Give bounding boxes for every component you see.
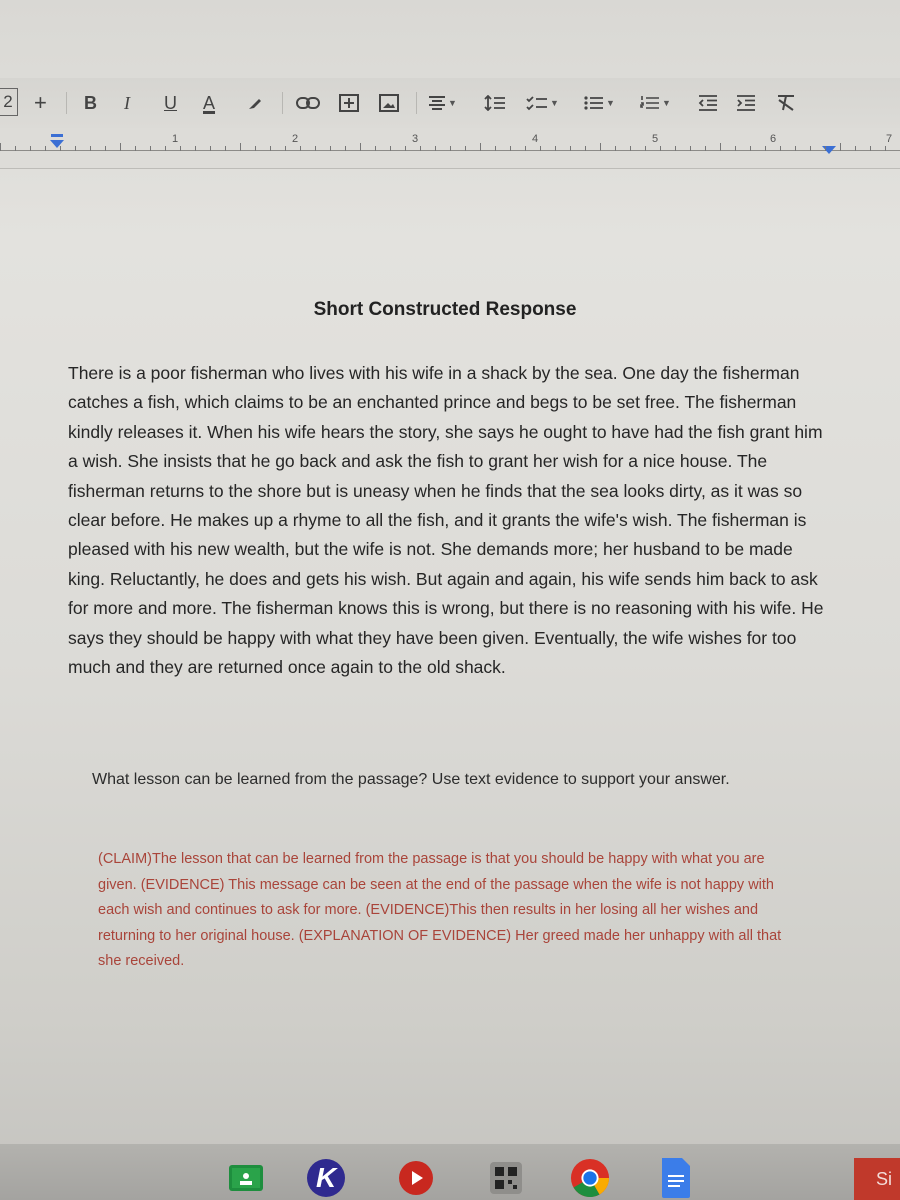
ruler-tick [660,146,661,151]
ruler-tick [540,146,541,151]
ruler-tick [60,146,61,151]
youtube-app[interactable] [396,1158,436,1198]
ruler-tick [135,146,136,151]
font-size-field[interactable]: 2 [0,88,18,116]
numbered-list-button[interactable]: ▼ [640,91,671,115]
chrome-icon [570,1157,610,1199]
ruler-tick [750,146,751,151]
checklist-icon [526,95,548,111]
ruler-tick [555,146,556,151]
youtube-icon [398,1160,434,1196]
qr-scanner-app[interactable] [486,1158,526,1198]
ruler-tick [210,146,211,151]
ruler-tick [600,143,601,151]
ruler-number: 2 [292,133,299,145]
ruler-tick [150,146,151,151]
ruler-tick [720,143,721,151]
ruler-tick [0,143,1,151]
ruler-tick [360,143,361,151]
insert-comment-icon [338,93,360,113]
document-title: Short Constructed Response [313,299,577,320]
ruler-tick [870,146,871,151]
kahoot-letter: K [316,1162,337,1193]
ruler-tick [840,143,841,151]
increase-font-size-button[interactable]: + [34,90,47,115]
highlight-color-button[interactable] [246,91,264,115]
horizontal-ruler[interactable] [0,128,900,169]
checklist-button[interactable]: ▼ [526,91,559,115]
ruler-tick [15,146,16,151]
ruler-tick [180,146,181,151]
chrome-app[interactable] [570,1158,610,1198]
formatting-toolbar [0,78,900,128]
google-classroom-icon [228,1163,264,1193]
insert-image-button[interactable] [378,91,400,115]
ruler-tick [855,146,856,151]
first-line-indent-marker[interactable] [51,134,63,137]
line-spacing-icon [484,95,506,111]
ruler-number: 4 [532,133,539,145]
ruler-tick [285,146,286,151]
text-color-button[interactable]: A [203,92,216,113]
ruler-tick [90,146,91,151]
sign-in-button[interactable]: Si [854,1158,900,1200]
link-icon [296,96,320,110]
insert-image-icon [378,93,400,113]
ruler-number: 5 [652,133,659,145]
google-classroom-app[interactable] [226,1158,266,1198]
ruler-tick [225,146,226,151]
ruler-tick [75,146,76,151]
numbered-list-icon [640,95,660,111]
ruler-tick [45,146,46,151]
ruler-tick [195,146,196,151]
italic-button[interactable]: I [124,92,130,113]
ruler-tick [435,146,436,151]
question-paragraph: What lesson can be learned from the passage? Use text evidence to support your answer. [92,771,730,788]
ruler-tick [525,146,526,151]
ruler-number: 6 [770,133,777,145]
increase-indent-icon [736,95,756,111]
ruler-tick [690,146,691,151]
ruler-number: 7 [886,133,893,145]
ruler-tick [450,146,451,151]
ruler-tick [615,146,616,151]
ruler-tick [255,146,256,151]
ruler-tick [165,146,166,151]
ruler-tick [375,146,376,151]
ruler-tick [885,146,886,151]
ruler-tick [510,146,511,151]
ruler-tick [570,146,571,151]
student-answer-paragraph: (CLAIM)The lesson that can be learned from the passage is that you should be happy with what you are given. (EVIDENCE) This message can be seen at the end of the passage when the wife is not happy with each wish and continues to ask for more. (EVIDENCE)This then results in her losing all her wishes and returning to her original house. (EXPLANATION OF EVIDENCE) Her greed made her unhappy with all that she received. [98,851,782,969]
ruler-tick [405,146,406,151]
ruler-tick [315,146,316,151]
ruler-tick [30,146,31,151]
qr-code-icon [490,1162,522,1194]
ruler-tick [330,146,331,151]
ruler-tick [645,146,646,151]
ruler-tick [630,146,631,151]
google-docs-icon [660,1158,692,1198]
ruler-tick [795,146,796,151]
left-indent-marker[interactable] [50,140,64,148]
ruler-number: 1 [172,133,179,145]
clear-formatting-button[interactable] [776,91,796,115]
decrease-indent-icon [698,95,718,111]
ruler-tick [675,146,676,151]
decrease-indent-button[interactable] [698,91,718,115]
ruler-tick [105,146,106,151]
google-docs-app[interactable] [656,1158,696,1198]
ruler-tick [120,143,121,151]
kahoot-app[interactable] [306,1158,346,1198]
bulleted-list-button[interactable]: ▼ [584,91,615,115]
toolbar-divider [66,92,67,114]
ruler-tick [585,146,586,151]
ruler-tick [270,146,271,151]
ruler-tick [810,146,811,151]
ruler-tick [420,146,421,151]
bulleted-list-icon [584,95,604,111]
toolbar-divider [282,92,283,114]
ruler-tick [345,146,346,151]
ruler-tick [465,146,466,151]
highlighter-icon [246,94,264,112]
insert-link-button[interactable] [296,91,320,115]
increase-indent-button[interactable] [736,91,756,115]
ruler-tick [240,143,241,151]
os-shelf [0,1144,900,1200]
insert-comment-button[interactable] [338,91,360,115]
ruler-tick [780,146,781,151]
ruler-tick [495,146,496,151]
passage-paragraph: There is a poor fisherman who lives with his wife in a shack by the sea. One day the fisherman catches a fish, which claims to be an enchanted prince and begs to be set free. The fisherman kindly releases it. When his wife hears the story, she says he ought to have had the fish grant him a wish. She insists that he go back and ask the fish to grant her wish for a nice house. The fisherman returns to the shore but is uneasy when he finds that the sea looks dirty, as it was so clear before. He makes up a rhyme to all the fish, and it grants the wife's wish. The fisherman is pleased with his new wealth, but the wife is not. She demands more; her husband to be made king. Reluctantly, he does and gets his wish. But again and again, his wife sends him back to ask for more and more. The fisherman knows this is wrong, but there is no reasoning with his wife. He says they should be happy with what they have been given. Eventually, the wife wishes for too much and they are returned once again to the old shack. [68,363,824,678]
toolbar-divider [416,92,417,114]
bold-button[interactable]: B [84,92,97,113]
ruler-tick [480,143,481,151]
ruler-tick [390,146,391,151]
clear-formatting-icon [776,94,796,112]
ruler-tick [825,146,826,151]
ruler-tick [300,146,301,151]
ruler-number: 3 [412,133,419,145]
document-page[interactable] [0,169,900,1144]
ruler-tick [705,146,706,151]
line-spacing-button[interactable] [484,91,506,115]
align-button[interactable]: ▼ [428,91,457,115]
align-icon [428,95,446,111]
underline-button[interactable]: U [164,92,177,113]
ruler-tick [735,146,736,151]
ruler-tick [765,146,766,151]
